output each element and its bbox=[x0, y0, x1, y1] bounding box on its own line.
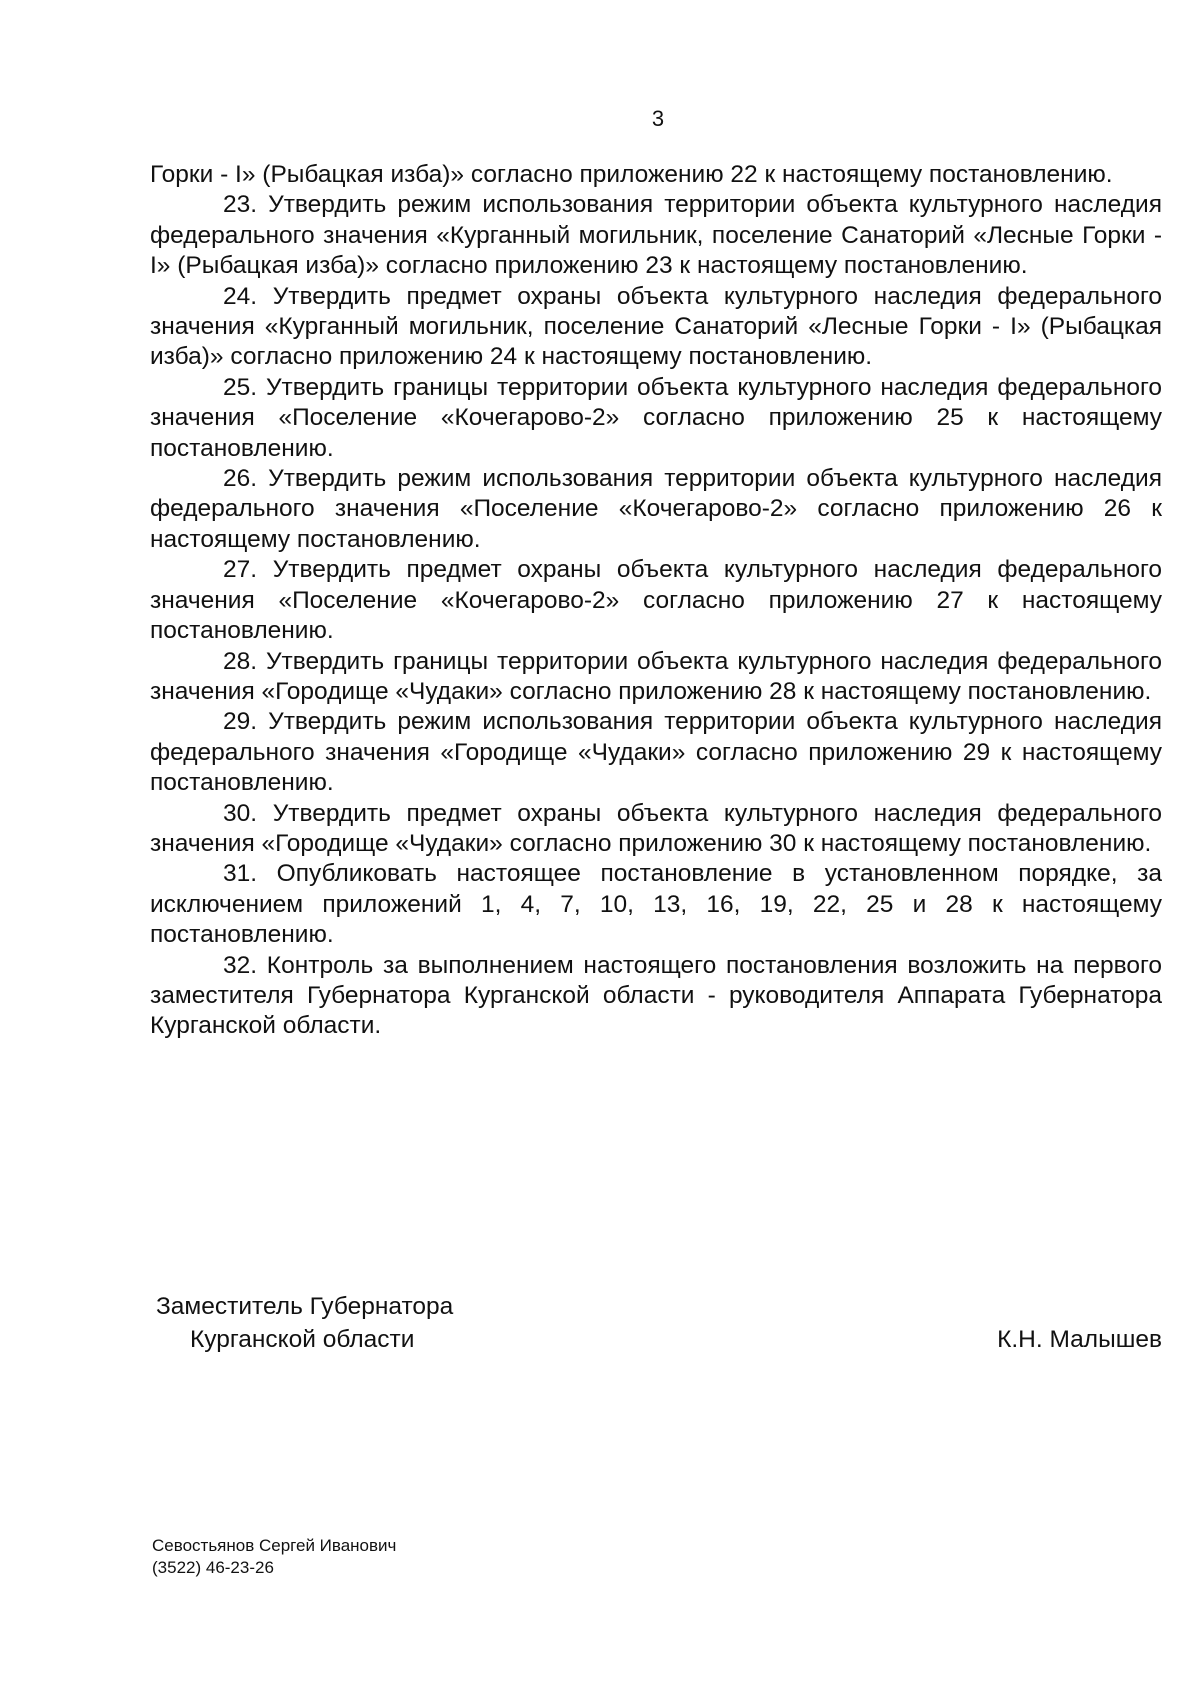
signatory-name: К.Н. Малышев bbox=[997, 1326, 1162, 1353]
paragraph-item-27: 27. Утвердить предмет охраны объекта культурного наследия федерального значения «Поселение «Кочегарово-2» согласно приложению 27 к настоящему постановлению. bbox=[150, 556, 1162, 645]
paragraph-item-25: 25. Утвердить границы территории объекта культурного наследия федерального значения «Поселение «Кочегарово-2» согласно приложению 25 к настоящему постановлению. bbox=[150, 373, 1162, 462]
signatory-position-line1: Заместитель Губернатора bbox=[156, 1293, 454, 1320]
paragraph-item-30: 30. Утвердить предмет охраны объекта культурного наследия федерального значения «Городище «Чудаки» согласно приложению 30 к настоящему постановлению. bbox=[150, 799, 1162, 857]
page-number: 3 bbox=[651, 106, 665, 131]
paragraph-item-26: 26. Утвердить режим использования территории объекта культурного наследия федерального значения «Поселение «Кочегарово-2» согласно приложению 26 к настоящему постановлению. bbox=[150, 465, 1162, 553]
paragraph-item-24: 24. Утвердить предмет охраны объекта культурного наследия федерального значения «Курганный могильник, поселение Санаторий «Лесные Горки - I» (Рыбацкая изба)» согласно приложению 24 к настоящему постановлению. bbox=[150, 282, 1162, 371]
document-body bbox=[150, 160, 1162, 1042]
paragraph-item-29: 29. Утвердить режим использования территории объекта культурного наследия федерального значения «Городище «Чудаки» согласно приложению 29 к настоящему постановлению. bbox=[150, 708, 1162, 797]
paragraph-item-23: 23. Утвердить режим использования территории объекта культурного наследия федерального значения «Курганный могильник, поселение Санаторий «Лесные Горки - I» (Рыбацкая изба)» согласно приложению 23 к настоящему постановлению. bbox=[150, 191, 1162, 280]
paragraph-item-31: 31. Опубликовать настоящее постановление в установленном порядке, за исключением приложений 1, 4, 7, 10, 13, 16, 19, 22, 25 и 28 к настоящему постановлению. bbox=[150, 860, 1162, 949]
paragraph-continuation: Горки - I» (Рыбацкая изба)» согласно приложению 22 к настоящему постановлению. bbox=[150, 161, 1113, 188]
executor-name: Севостьянов Сергей Иванович bbox=[152, 1536, 397, 1555]
executor-info bbox=[152, 1535, 396, 1579]
signatory-position bbox=[156, 1290, 453, 1356]
signatory-position-line2: Курганской области bbox=[190, 1326, 415, 1353]
paragraph-item-32: 32. Контроль за выполнением настоящего постановления возложить на первого заместителя Губернатора Курганской области - руководителя Аппарата Губернатора Курганской области. bbox=[150, 951, 1162, 1040]
signature-block bbox=[150, 1290, 1162, 1360]
paragraph-item-28: 28. Утвердить границы территории объекта культурного наследия федерального значения «Городище «Чудаки» согласно приложению 28 к настоящему постановлению. bbox=[150, 647, 1162, 705]
executor-phone: (3522) 46-23-26 bbox=[152, 1558, 274, 1577]
